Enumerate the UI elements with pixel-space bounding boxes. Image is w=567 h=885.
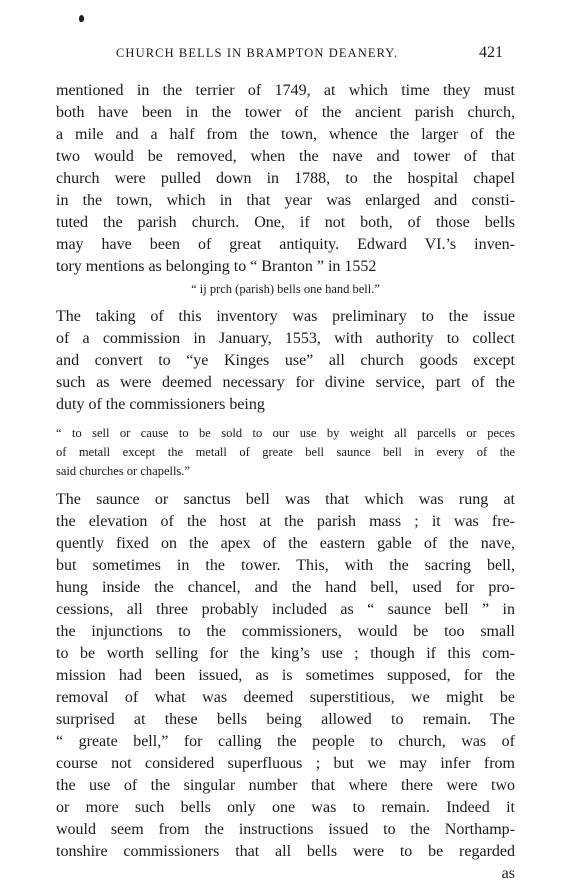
text-line: in the town, which in that year was enlarged and consti- [56,192,515,209]
text-line: hung inside the chancel, and the hand bell, used for pro- [56,579,515,596]
text-line: course not considered superfluous ; but we may infer from [56,755,515,772]
text-line: cessions, all three probably included as “ saunce bell ” in [56,601,515,618]
running-head [0,46,567,66]
text-line: tonshire commissioners that all bells were to be regarded [56,843,515,860]
body-text [56,80,515,885]
text-line: The saunce or sanctus bell was that which was rung at [56,491,515,508]
text-line: removal of what was deemed superstitious, we might be [56,689,515,706]
text-line: the elevation of the host at the parish mass ; it was fre- [56,513,515,530]
text-line: two would be removed, when the nave and tower of that [56,148,515,165]
text-line: duty of the commissioners being [56,396,265,413]
commission-quote [56,424,515,481]
ink-speck [79,15,84,22]
catchword: as [501,865,515,882]
text-line: “ greate bell,” for calling the people to church, was of [56,733,515,750]
text-line: church were pulled down in 1788, to the hospital chapel [56,170,515,187]
text-line: tory mentions as belonging to “ Branton ” in 1552 [56,258,377,275]
text-line: a mile and a half from the town, whence the larger of the [56,126,515,143]
text-line: quently fixed on the apex of the eastern gable of the nave, [56,535,515,552]
text-line: tuted the parish church. One, if not both, of those bells [56,214,515,231]
text-line: or more such bells only one was to remain. Indeed it [56,799,515,816]
text-line: may have been of great antiquity. Edward VI.’s inven- [56,236,515,253]
running-title: CHURCH BELLS IN BRAMPTON DEANERY. [116,46,399,60]
text-line: such as were deemed necessary for divine service, part of the [56,374,515,391]
text-line: to be worth selling for the king’s use ; though if this com- [56,645,515,662]
paragraph-3 [56,489,515,863]
paragraph-2 [56,306,515,416]
text-line: the injunctions to the commissioners, would be too small [56,623,515,640]
page-number: 421 [479,44,503,61]
text-line: but sometimes in the tower. This, with the sacring bell, [56,557,515,574]
text-line: of a commission in January, 1553, with authority to collect [56,330,515,347]
text-line: surprised at these bells being allowed to remain. The [56,711,515,728]
quote-line: of metall except the metall of greate bell saunce bell in every of the [56,445,515,459]
quote-line: “ to sell or cause to be sold to our use by weight all parcells or peces [56,426,515,440]
text-line: the use of the singular number that where there were two [56,777,515,794]
text-line: would seem from the instructions issued to the Northamp- [56,821,515,838]
inventory-quote: “ ij prch (parish) bells one hand bell.” [191,282,380,296]
quote-line: said churches or chapells.” [56,464,190,478]
text-line: mentioned in the terrier of 1749, at which time they must [56,82,515,99]
paragraph-1 [56,80,515,278]
text-line: The taking of this inventory was preliminary to the issue [56,308,515,325]
text-line: both have been in the tower of the ancient parish church, [56,104,515,121]
text-line: mission had been issued, as is sometimes supposed, for the [56,667,515,684]
text-line: and convert to “ye Kinges use” all church goods except [56,352,515,369]
